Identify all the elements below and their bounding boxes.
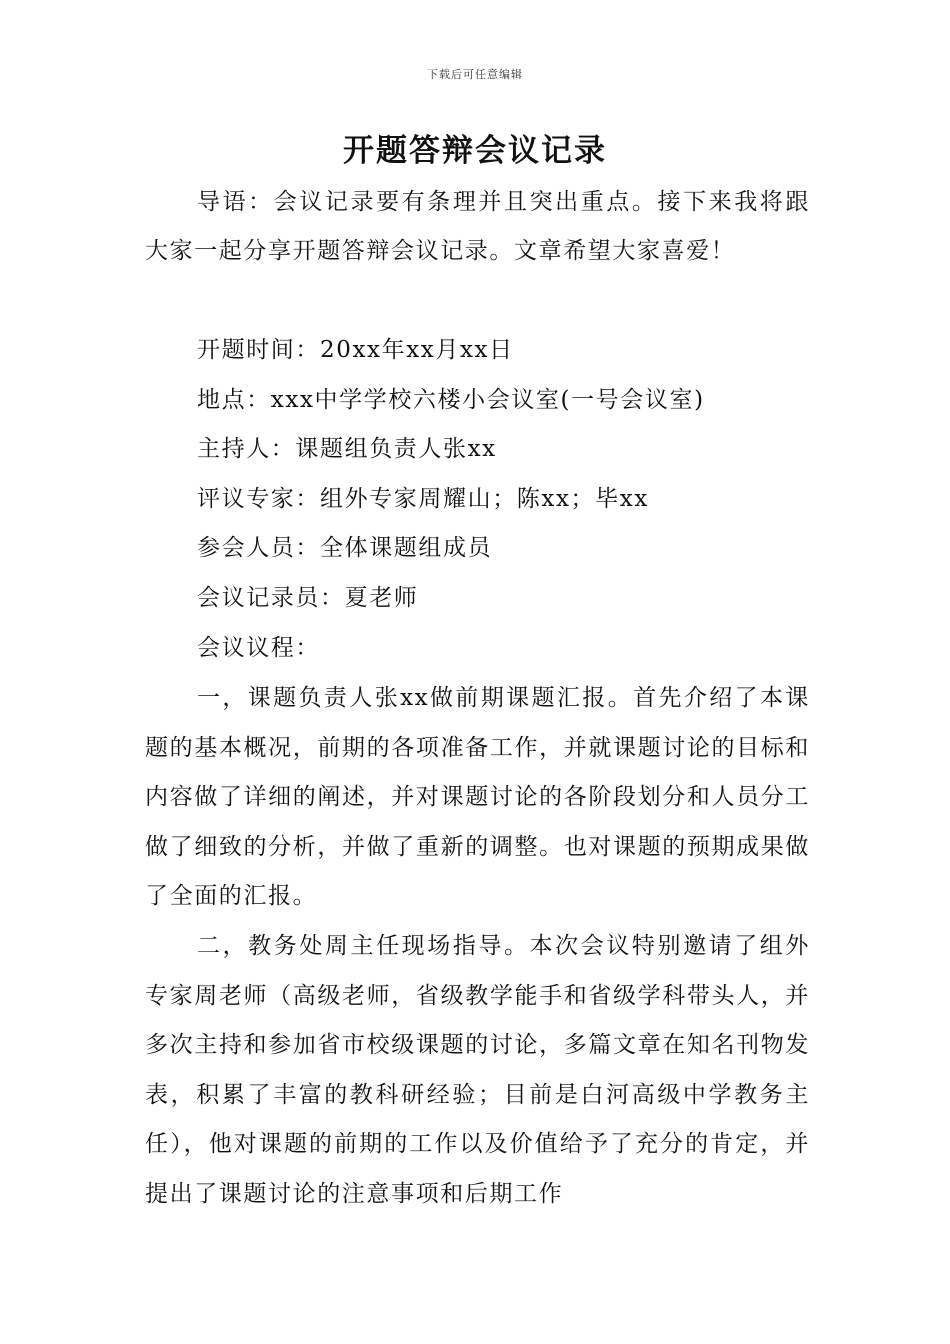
- meeting-experts: 评议专家：组外专家周耀山；陈xx；毕xx: [197, 485, 649, 512]
- meeting-info-list: [145, 326, 810, 673]
- meeting-agenda-heading: 会议议程：: [197, 634, 320, 661]
- agenda-item-1: 一，课题负责人张xx做前期课题汇报。首先介绍了本课题的基本概况，前期的各项准备工作，并就课题讨论的目标和内容做了详细的阐述，并对课题讨论的各阶段划分和人员分工做了细致的分析，并做了重新的调整。也对课题的预期成果做了全面的汇报。: [145, 685, 810, 910]
- meeting-host: 主持人：课题组负责人张xx: [197, 436, 497, 463]
- meeting-time: 开题时间：20xx年xx月xx日: [197, 337, 514, 363]
- header-note: 下载后可任意编辑: [427, 68, 523, 81]
- intro-paragraph: 导语：会议记录要有条理并且突出重点。接下来我将跟大家一起分享开题答辩会议记录。文章希望大家喜爱！: [145, 189, 810, 264]
- document-title: 开题答辩会议记录: [343, 133, 607, 169]
- agenda-item-2: 二，教务处周主任现场指导。本次会议特别邀请了组外专家周老师（高级老师，省级教学能手和省级学科带头人，并多次主持和参加省市校级课题的讨论，多篇文章在知名刊物发表，积累了丰富的教科研经验；目前是白河高级中学教务主任），他对课题的前期的工作以及价值给予了充分的肯定，并提出了课题讨论的注意事项和后期工作: [145, 933, 810, 1207]
- meeting-place: 地点：xxx中学学校六楼小会议室(一号会议室): [197, 386, 705, 413]
- meeting-recorder: 会议记录员：夏老师: [197, 584, 419, 611]
- meeting-attendees: 参会人员：全体课题组成员: [197, 535, 493, 562]
